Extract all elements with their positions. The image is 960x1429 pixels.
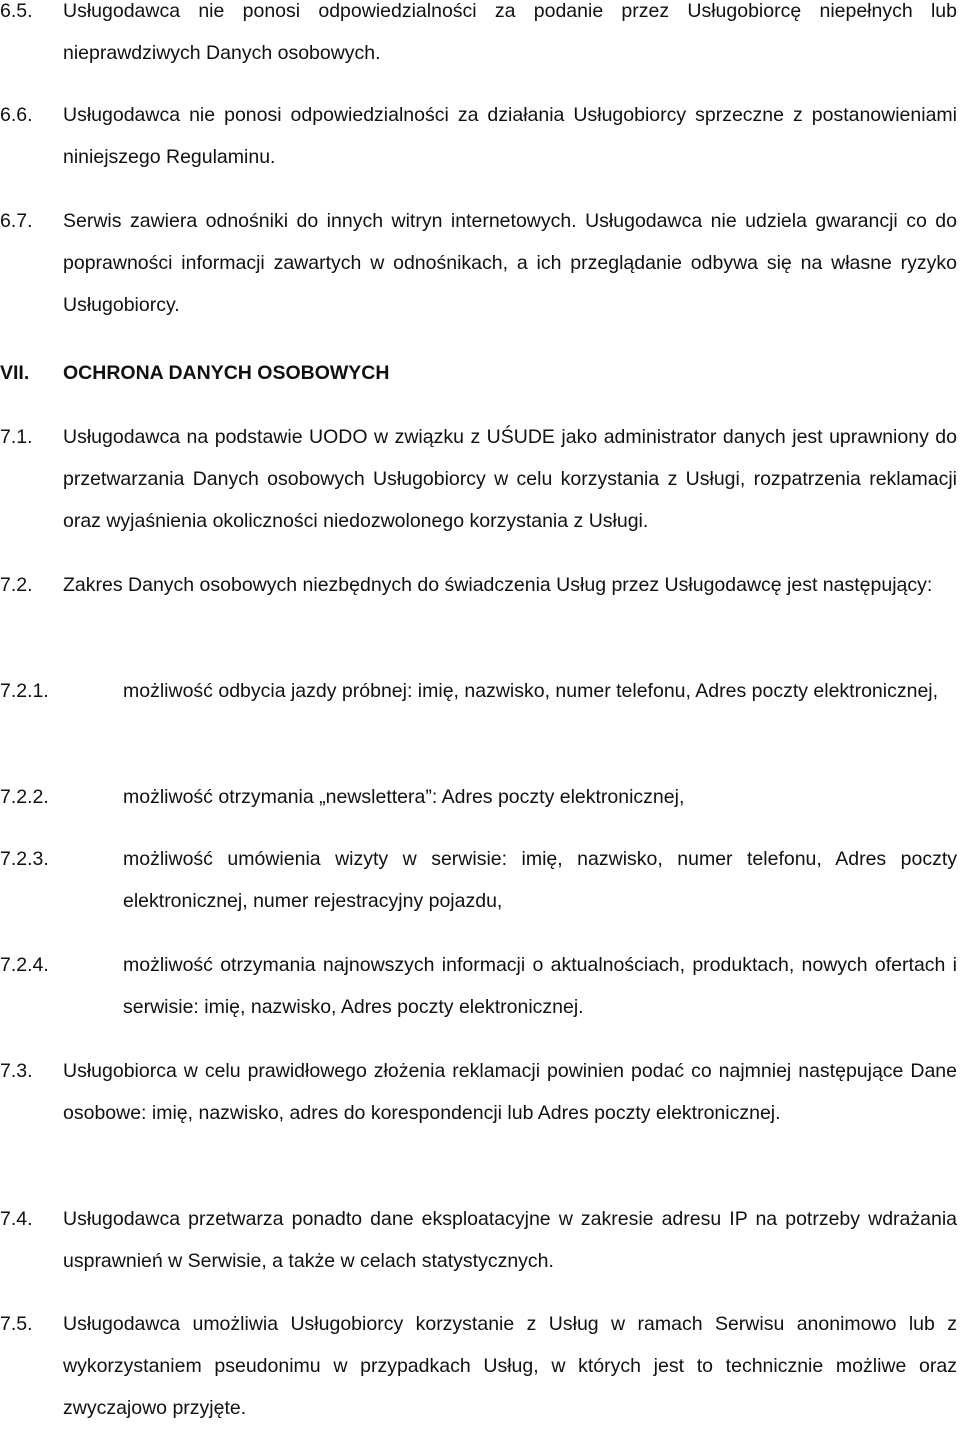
clause-number: 7.1. [0,426,33,448]
clause-7-2-2 [0,776,957,818]
clause-7-2-4 [0,944,957,1028]
clause-6-5 [0,0,957,74]
clause-number: 7.2.4. [0,954,49,976]
clause-text: możliwość umówienia wizyty w serwisie: imię, nazwisko, numer telefonu, Adres poczty elektronicznej, numer rejestracyjny pojazdu, [123,848,957,912]
clause-7-3 [0,1050,957,1134]
clause-text: Usługodawca na podstawie UODO w związku z UŚUDE jako administrator danych jest uprawniony do przetwarzania Danych osobowych Usługobiorcy w celu korzystania z Usługi, rozpatrzenia reklamacji oraz wyjaśnienia okoliczności niedozwolonego korzystania z Usługi. [63,426,957,532]
clause-number: 6.5. [0,0,33,22]
clause-number: 7.2. [0,574,33,596]
clause-number: 6.6. [0,104,33,126]
clause-7-2-3 [0,838,957,922]
clause-text: Usługodawca nie ponosi odpowiedzialności za działania Usługobiorcy sprzeczne z postanowieniami niniejszego Regulaminu. [63,104,957,168]
clause-7-2-1 [0,670,957,712]
clause-6-6 [0,94,957,178]
clause-text: Usługodawca nie ponosi odpowiedzialności za podanie przez Usługobiorcę niepełnych lub nieprawdziwych Danych osobowych. [63,0,957,64]
section-number: VII. [0,362,30,384]
clause-number: 7.3. [0,1060,33,1082]
clause-7-1 [0,416,957,542]
clause-text: Serwis zawiera odnośniki do innych witryn internetowych. Usługodawca nie udziela gwarancji co do poprawności informacji zawartych w odnośnikach, a ich przeglądanie odbywa się na własne ryzyko Usługobiorcy. [63,210,957,316]
clause-number: 7.2.1. [0,680,49,702]
section-heading-vii [0,352,957,394]
section-title: OCHRONA DANYCH OSOBOWYCH [63,362,390,384]
clause-7-2 [0,564,957,606]
clause-text: możliwość otrzymania „newslettera”: Adres poczty elektronicznej, [123,786,685,808]
clause-number: 7.4. [0,1208,33,1230]
clause-text: Zakres Danych osobowych niezbędnych do świadczenia Usług przez Usługodawcę jest następujący: [63,574,933,596]
clause-text: Usługodawca przetwarza ponadto dane eksploatacyjne w zakresie adresu IP na potrzeby wdrażania usprawnień w Serwisie, a także w celach statystycznych. [63,1208,957,1272]
clause-7-4 [0,1198,957,1282]
clause-number: 6.7. [0,210,33,232]
clause-text: Usługobiorca w celu prawidłowego złożenia reklamacji powinien podać co najmniej następujące Dane osobowe: imię, nazwisko, adres do korespondencji lub Adres poczty elektronicznej. [63,1060,957,1124]
clause-6-7 [0,200,957,326]
clause-text: możliwość otrzymania najnowszych informacji o aktualnościach, produktach, nowych ofertach i serwisie: imię, nazwisko, Adres poczty elektronicznej. [123,954,957,1018]
clause-number: 7.5. [0,1313,33,1335]
clause-text: możliwość odbycia jazdy próbnej: imię, nazwisko, numer telefonu, Adres poczty elektronicznej, [123,680,939,702]
clause-number: 7.2.3. [0,848,49,870]
clause-text: Usługodawca umożliwia Usługobiorcy korzystanie z Usług w ramach Serwisu anonimowo lub z wykorzystaniem pseudonimu w przypadkach Usług, w których jest to technicznie możliwe oraz zwyczajowo przyjęte. [63,1313,957,1419]
clause-number: 7.2.2. [0,786,49,808]
clause-7-5 [0,1303,957,1429]
